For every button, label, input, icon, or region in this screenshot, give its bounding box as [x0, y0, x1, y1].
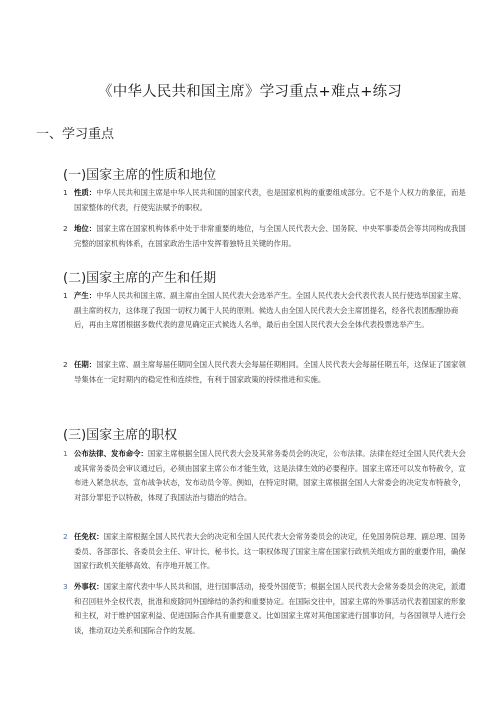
- list-item: [63, 358, 473, 387]
- list-item: [63, 289, 473, 333]
- item-number: 1: [63, 188, 68, 197]
- item-text: 中华人民共和国主席是中华人民共和国的国家代表，也是国家机构的重要组成部分。它不是个人权力的象征，而是国家整体的代表，行使宪法赋予的职权。: [74, 188, 466, 212]
- item-number: 2: [63, 360, 68, 369]
- item-text: 国家主席根据全国人民代表大会及其常务委员会的决定，公布法律。法律在经过全国人民代表大会或其常务委员会审议通过后，必须由国家主席公布才能生效，这是法律生效的必要程序。国家主席还可以发布特赦令，宣布进入紧急状态，宣布战争状态，发布动员令等。例如，在特定时期，国家主席根据全国人大常委会的决定发布特赦令，对部分罪犯予以特赦，体现了我国法治与德治的结合。: [74, 449, 466, 502]
- item-number: 3: [63, 582, 68, 591]
- item-text: 中华人民共和国主席、副主席由全国人民代表大会选举产生。全国人民代表大会代表代表人民行使选举国家主席、副主席的权力，这体现了我国一切权力属于人民的原则。候选人由全国人民代表大会主席团提名，经各代表团酝酿协商后，再由主席团根据多数代表的意见确定正式候选人名单，最后由全国人民代表大会全体代表投票选举产生。: [74, 291, 466, 330]
- section-heading-key-points: 一、学习重点: [36, 127, 115, 142]
- item-number: 1: [63, 291, 68, 300]
- subsection-heading-election-term: (二)国家主席的产生和任期: [63, 271, 217, 286]
- item-text: 国家主席根据全国人民代表大会的决定和全国人民代表大会常务委员会的决定，任免国务院总理、副总理、国务委员、各部部长、各委员会主任、审计长、秘书长。这一职权体现了国家主席在国家行政机关组成方面的重要作用，确保国家行政机关能够高效、有序地开展工作。: [74, 532, 466, 571]
- item-lead: 外事权：: [74, 582, 104, 591]
- document-title: 《中华人民共和国主席》学习重点+难点+练习: [98, 84, 402, 100]
- item-lead: 公布法律、发布命令：: [74, 449, 148, 458]
- item-number: 2: [63, 532, 68, 541]
- item-text: 国家主席代表中华人民共和国，进行国事活动，接受外国使节；根据全国人民代表大会常务委员会的决定，派遣和召回驻外全权代表，批准和废除同外国缔结的条约和重要协定。在国际交往中，国家主席的外事活动代表着国家的形象和主权，对于维护国家利益、促进国际合作具有重要意义。比如国家主席对其他国家进行国事访问，与各国领导人进行会谈，推动双边关系和国际合作的发展。: [74, 582, 466, 635]
- subsection-heading-powers: (三)国家主席的职权: [63, 428, 178, 443]
- item-number: 2: [63, 224, 68, 233]
- item-lead: 任期：: [74, 360, 97, 369]
- list-item: [63, 580, 473, 638]
- list-item: [63, 186, 473, 215]
- list-item: [63, 447, 473, 505]
- list-item: [63, 222, 473, 251]
- item-lead: 性质：: [74, 188, 97, 197]
- item-lead: 产生：: [74, 291, 97, 300]
- item-number: 1: [63, 449, 68, 458]
- list-item: [63, 530, 473, 574]
- item-lead: 任免权：: [74, 532, 104, 541]
- item-text: 国家主席、副主席每届任期同全国人民代表大会每届任期相同。全国人民代表大会每届任期五年，这保证了国家领导集体在一定时期内的稳定性和连续性，有利于国家政策的持续推进和实施。: [74, 360, 466, 384]
- item-lead: 地位：: [74, 224, 97, 233]
- item-text: 国家主席在国家机构体系中处于非常重要的地位，与全国人民代表大会、国务院、中央军事委员会等共同构成我国完整的国家机构体系，在国家政治生活中发挥着独特且关键的作用。: [74, 224, 466, 248]
- subsection-heading-nature: (一)国家主席的性质和地位: [63, 168, 217, 183]
